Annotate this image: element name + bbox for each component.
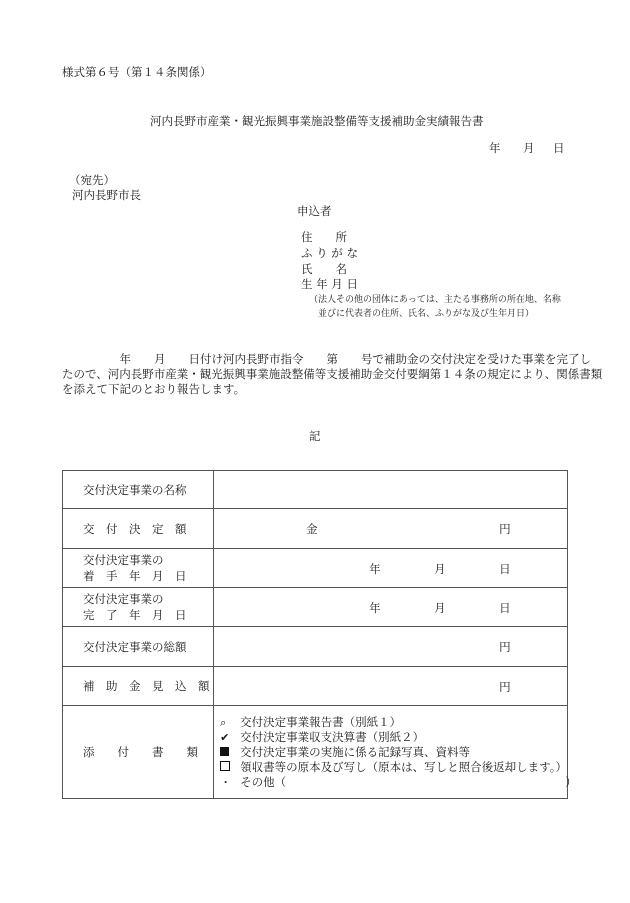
addressee-name: 河内長野市長 — [72, 188, 141, 202]
label-attachments: 添 付 書 類 — [63, 706, 214, 799]
table-row-attachments — [63, 706, 568, 799]
start-day-label: 日 — [499, 562, 511, 576]
date-day: 日 — [553, 141, 565, 155]
field-grant-amount[interactable] — [214, 509, 568, 549]
field-start-date[interactable] — [214, 549, 568, 588]
bullet-icon: ・ — [220, 775, 232, 789]
applicant-note-line2: 並びに代表者の住所、氏名、ふりがな及び生年月日） — [318, 309, 535, 319]
start-year-label: 年 — [369, 562, 381, 576]
search-icon: ⌕ — [220, 715, 227, 729]
empty-square-icon — [220, 760, 240, 775]
subsidy-yen-label: 円 — [499, 680, 511, 694]
label-end-date-2: 完 了 年 月 日 — [83, 608, 187, 622]
attachment-item: 交付決定事業の実施に係る記録写真、資料等 — [220, 745, 567, 760]
attachment-item: 領収書等の原本及び写し（原本は、写しと照合後返却します。） — [220, 760, 567, 775]
label-end-date-1: 交付決定事業の — [83, 592, 164, 606]
label-grant-amount: 交 付 決 定 額 — [63, 509, 214, 549]
applicant-note-line1: （法人その他の団体にあっては、主たる事務所の所在地、名称 — [309, 295, 561, 305]
table-row-grant-amount — [63, 509, 568, 549]
other-close-paren: ） — [565, 774, 577, 789]
report-body-line2: たので、河内長野市産業・観光振興事業施設整備等支援補助金交付要綱第１４条の規定により、関係書類 — [62, 367, 603, 381]
field-total-cost[interactable] — [214, 627, 568, 667]
kin-label: 金 — [306, 522, 318, 536]
field-attachments — [214, 706, 577, 799]
table-row-end-date — [63, 588, 568, 627]
attachment-item-other: ・ その他（ ） — [220, 774, 577, 789]
table-row-subsidy-estimate — [63, 667, 568, 706]
form-number: 様式第６号（第１４条関係） — [62, 65, 212, 79]
date-year: 年 — [489, 141, 501, 155]
end-day-label: 日 — [499, 601, 511, 615]
attachment-list — [214, 714, 577, 790]
label-start-date-2: 着 手 年 月 日 — [83, 569, 187, 583]
label-start-date-1: 交付決定事業の — [83, 553, 164, 567]
addressee-prefix: （宛先） — [69, 173, 115, 187]
label-subsidy-estimate: 補 助 金 見 込 額 — [63, 667, 214, 706]
yen-label: 円 — [499, 522, 511, 536]
applicant-heading: 申込者 — [297, 204, 332, 218]
ki-heading: 記 — [309, 429, 321, 443]
attachment-item: ✔ 交付決定事業収支決算書（別紙２） — [220, 729, 425, 744]
end-month-label: 月 — [434, 601, 446, 615]
table-row-project-name — [63, 471, 568, 509]
attachment-item: ⌕ 交付決定事業報告書（別紙１） — [220, 714, 402, 729]
filled-square-icon — [220, 745, 240, 760]
document-title: 河内長野市産業・観光振興事業施設整備等支援補助金実績報告書 — [150, 114, 484, 128]
applicant-birthdate-label: 生 年 月 日 — [301, 277, 358, 291]
report-body — [62, 352, 603, 397]
label-project-name: 交付決定事業の名称 — [63, 471, 214, 509]
table-row-total-cost — [63, 627, 568, 667]
field-project-name[interactable] — [214, 471, 568, 509]
end-year-label: 年 — [369, 601, 381, 615]
label-total-cost: 交付決定事業の総額 — [63, 627, 214, 667]
start-month-label: 月 — [434, 562, 446, 576]
field-end-date[interactable] — [214, 588, 568, 627]
applicant-address-label: 住 所 — [301, 230, 347, 244]
applicant-furigana-label: ふ り が な — [301, 246, 358, 260]
report-table — [62, 470, 577, 799]
date-month: 月 — [523, 141, 535, 155]
table-row-start-date — [63, 549, 568, 588]
report-body-line1: 年 月 日付け河内長野市指令 第 号で補助金の交付決定を受けた事業を完了し — [62, 352, 591, 366]
check-icon: ✔ — [220, 730, 230, 744]
total-yen-label: 円 — [499, 640, 511, 654]
field-subsidy-estimate[interactable] — [214, 667, 568, 706]
report-body-line3: を添えて下記のとおり報告します。 — [62, 382, 246, 396]
applicant-name-label: 氏 名 — [301, 262, 347, 276]
